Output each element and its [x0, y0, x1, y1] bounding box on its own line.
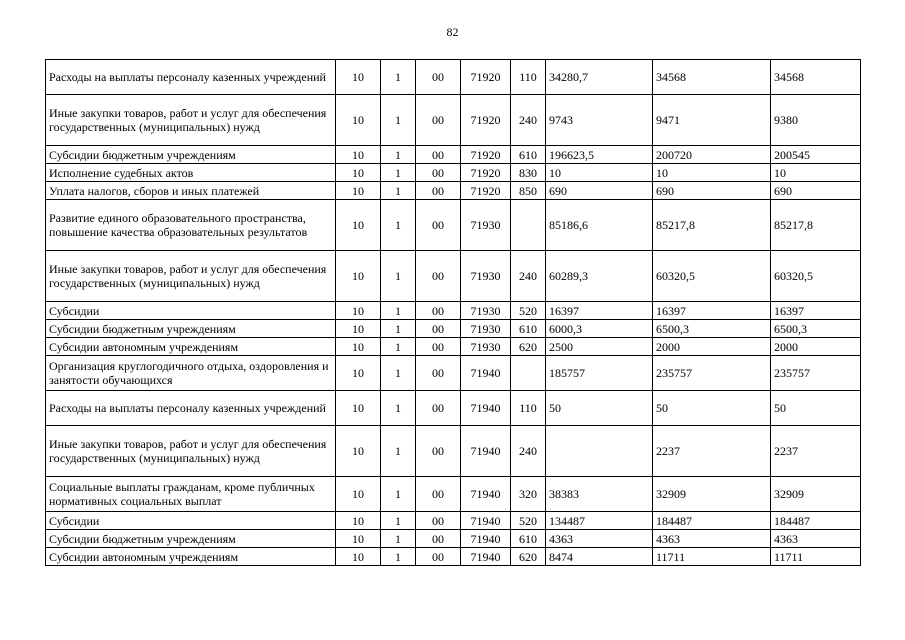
target-code-cell: 71920 [461, 95, 511, 146]
table-row [46, 146, 861, 164]
subsection-cell: 1 [381, 548, 416, 566]
amount-year1-cell: 185757 [546, 356, 653, 391]
subsection-cell: 1 [381, 60, 416, 95]
section-cell: 10 [336, 426, 381, 477]
table-row [46, 95, 861, 146]
page-number: 82 [446, 25, 459, 39]
section-cell: 10 [336, 200, 381, 251]
row-name-cell: Субсидии бюджетным учреждениям [46, 530, 336, 548]
expense-type-cell [511, 200, 546, 251]
table-row [46, 477, 861, 512]
program-cell: 00 [416, 302, 461, 320]
amount-year3-cell: 50 [771, 391, 861, 426]
target-code-cell: 71940 [461, 356, 511, 391]
expense-type-cell: 610 [511, 146, 546, 164]
row-name-cell: Уплата налогов, сборов и иных платежей [46, 182, 336, 200]
subsection-cell: 1 [381, 146, 416, 164]
table-row [46, 302, 861, 320]
amount-year1-cell: 10 [546, 164, 653, 182]
amount-year3-cell: 9380 [771, 95, 861, 146]
table-row [46, 164, 861, 182]
subsection-cell: 1 [381, 338, 416, 356]
program-cell: 00 [416, 251, 461, 302]
amount-year3-cell: 2000 [771, 338, 861, 356]
amount-year1-cell: 8474 [546, 548, 653, 566]
amount-year2-cell: 690 [653, 182, 771, 200]
expense-type-cell: 110 [511, 391, 546, 426]
amount-year1-cell: 6000,3 [546, 320, 653, 338]
subsection-cell: 1 [381, 512, 416, 530]
amount-year1-cell: 196623,5 [546, 146, 653, 164]
amount-year1-cell: 34280,7 [546, 60, 653, 95]
amount-year2-cell: 34568 [653, 60, 771, 95]
table-row [46, 320, 861, 338]
expense-type-cell: 830 [511, 164, 546, 182]
amount-year3-cell: 184487 [771, 512, 861, 530]
target-code-cell: 71920 [461, 182, 511, 200]
program-cell: 00 [416, 146, 461, 164]
section-cell: 10 [336, 182, 381, 200]
program-cell: 00 [416, 200, 461, 251]
amount-year2-cell: 4363 [653, 530, 771, 548]
target-code-cell: 71920 [461, 164, 511, 182]
amount-year3-cell: 10 [771, 164, 861, 182]
program-cell: 00 [416, 182, 461, 200]
section-cell: 10 [336, 320, 381, 338]
row-name-cell: Субсидии автономным учреждениям [46, 548, 336, 566]
program-cell: 00 [416, 530, 461, 548]
amount-year1-cell: 60289,3 [546, 251, 653, 302]
section-cell: 10 [336, 391, 381, 426]
section-cell: 10 [336, 338, 381, 356]
section-cell: 10 [336, 477, 381, 512]
amount-year2-cell: 2237 [653, 426, 771, 477]
amount-year3-cell: 6500,3 [771, 320, 861, 338]
amount-year2-cell: 32909 [653, 477, 771, 512]
subsection-cell: 1 [381, 164, 416, 182]
table-row [46, 548, 861, 566]
row-name-cell: Субсидии бюджетным учреждениям [46, 146, 336, 164]
expense-type-cell: 850 [511, 182, 546, 200]
table-row [46, 338, 861, 356]
section-cell: 10 [336, 356, 381, 391]
amount-year3-cell: 32909 [771, 477, 861, 512]
row-name-cell: Субсидии автономным учреждениям [46, 338, 336, 356]
row-name-cell: Иные закупки товаров, работ и услуг для обеспечения государственных (муниципальных) нужд [46, 426, 336, 477]
target-code-cell: 71920 [461, 60, 511, 95]
program-cell: 00 [416, 164, 461, 182]
amount-year3-cell: 34568 [771, 60, 861, 95]
subsection-cell: 1 [381, 200, 416, 251]
target-code-cell: 71940 [461, 512, 511, 530]
program-cell: 00 [416, 477, 461, 512]
amount-year3-cell: 11711 [771, 548, 861, 566]
subsection-cell: 1 [381, 302, 416, 320]
row-name-cell: Субсидии бюджетным учреждениям [46, 320, 336, 338]
program-cell: 00 [416, 548, 461, 566]
program-cell: 00 [416, 426, 461, 477]
program-cell: 00 [416, 95, 461, 146]
program-cell: 00 [416, 338, 461, 356]
target-code-cell: 71940 [461, 530, 511, 548]
expense-type-cell: 620 [511, 338, 546, 356]
amount-year2-cell: 60320,5 [653, 251, 771, 302]
table-row [46, 356, 861, 391]
subsection-cell: 1 [381, 477, 416, 512]
section-cell: 10 [336, 60, 381, 95]
target-code-cell: 71940 [461, 548, 511, 566]
table-row [46, 426, 861, 477]
row-name-cell: Исполнение судебных актов [46, 164, 336, 182]
program-cell: 00 [416, 356, 461, 391]
target-code-cell: 71930 [461, 338, 511, 356]
expense-type-cell: 610 [511, 530, 546, 548]
target-code-cell: 71940 [461, 391, 511, 426]
amount-year2-cell: 11711 [653, 548, 771, 566]
subsection-cell: 1 [381, 391, 416, 426]
target-code-cell: 71930 [461, 320, 511, 338]
subsection-cell: 1 [381, 320, 416, 338]
amount-year1-cell: 85186,6 [546, 200, 653, 251]
row-name-cell: Субсидии [46, 512, 336, 530]
amount-year2-cell: 85217,8 [653, 200, 771, 251]
expense-type-cell: 520 [511, 302, 546, 320]
amount-year2-cell: 9471 [653, 95, 771, 146]
row-name-cell: Иные закупки товаров, работ и услуг для обеспечения государственных (муниципальных) нужд [46, 251, 336, 302]
row-name-cell: Организация круглогодичного отдыха, оздоровления и занятости обучающихся [46, 356, 336, 391]
expense-type-cell: 240 [511, 426, 546, 477]
amount-year1-cell: 690 [546, 182, 653, 200]
expense-type-cell: 240 [511, 95, 546, 146]
target-code-cell: 71920 [461, 146, 511, 164]
subsection-cell: 1 [381, 426, 416, 477]
amount-year2-cell: 10 [653, 164, 771, 182]
row-name-cell: Расходы на выплаты персоналу казенных учреждений [46, 391, 336, 426]
row-name-cell: Развитие единого образовательного пространства, повышение качества образовательных результатов [46, 200, 336, 251]
table-row [46, 60, 861, 95]
amount-year3-cell: 60320,5 [771, 251, 861, 302]
amount-year1-cell: 38383 [546, 477, 653, 512]
amount-year2-cell: 235757 [653, 356, 771, 391]
program-cell: 00 [416, 60, 461, 95]
amount-year3-cell: 85217,8 [771, 200, 861, 251]
amount-year2-cell: 184487 [653, 512, 771, 530]
amount-year1-cell: 50 [546, 391, 653, 426]
row-name-cell: Субсидии [46, 302, 336, 320]
target-code-cell: 71930 [461, 200, 511, 251]
budget-table [45, 59, 861, 566]
amount-year1-cell: 4363 [546, 530, 653, 548]
table-row [46, 182, 861, 200]
amount-year3-cell: 2237 [771, 426, 861, 477]
amount-year2-cell: 6500,3 [653, 320, 771, 338]
amount-year3-cell: 16397 [771, 302, 861, 320]
row-name-cell: Расходы на выплаты персоналу казенных учреждений [46, 60, 336, 95]
subsection-cell: 1 [381, 251, 416, 302]
amount-year1-cell: 134487 [546, 512, 653, 530]
section-cell: 10 [336, 302, 381, 320]
section-cell: 10 [336, 548, 381, 566]
subsection-cell: 1 [381, 356, 416, 391]
amount-year1-cell: 16397 [546, 302, 653, 320]
amount-year3-cell: 690 [771, 182, 861, 200]
subsection-cell: 1 [381, 182, 416, 200]
program-cell: 00 [416, 512, 461, 530]
section-cell: 10 [336, 512, 381, 530]
amount-year2-cell: 2000 [653, 338, 771, 356]
expense-type-cell: 110 [511, 60, 546, 95]
amount-year3-cell: 235757 [771, 356, 861, 391]
amount-year2-cell: 200720 [653, 146, 771, 164]
expense-type-cell [511, 356, 546, 391]
expense-type-cell: 610 [511, 320, 546, 338]
amount-year1-cell [546, 426, 653, 477]
target-code-cell: 71940 [461, 477, 511, 512]
table-row [46, 391, 861, 426]
amount-year3-cell: 200545 [771, 146, 861, 164]
target-code-cell: 71930 [461, 302, 511, 320]
section-cell: 10 [336, 164, 381, 182]
amount-year3-cell: 4363 [771, 530, 861, 548]
target-code-cell: 71930 [461, 251, 511, 302]
section-cell: 10 [336, 146, 381, 164]
expense-type-cell: 240 [511, 251, 546, 302]
target-code-cell: 71940 [461, 426, 511, 477]
amount-year2-cell: 50 [653, 391, 771, 426]
table-row [46, 512, 861, 530]
expense-type-cell: 520 [511, 512, 546, 530]
expense-type-cell: 320 [511, 477, 546, 512]
amount-year2-cell: 16397 [653, 302, 771, 320]
subsection-cell: 1 [381, 95, 416, 146]
row-name-cell: Социальные выплаты гражданам, кроме публичных нормативных социальных выплат [46, 477, 336, 512]
amount-year1-cell: 2500 [546, 338, 653, 356]
amount-year1-cell: 9743 [546, 95, 653, 146]
section-cell: 10 [336, 530, 381, 548]
program-cell: 00 [416, 320, 461, 338]
row-name-cell: Иные закупки товаров, работ и услуг для обеспечения государственных (муниципальных) нужд [46, 95, 336, 146]
table-row [46, 200, 861, 251]
section-cell: 10 [336, 251, 381, 302]
section-cell: 10 [336, 95, 381, 146]
expense-type-cell: 620 [511, 548, 546, 566]
table-row [46, 251, 861, 302]
subsection-cell: 1 [381, 530, 416, 548]
program-cell: 00 [416, 391, 461, 426]
table-row [46, 530, 861, 548]
